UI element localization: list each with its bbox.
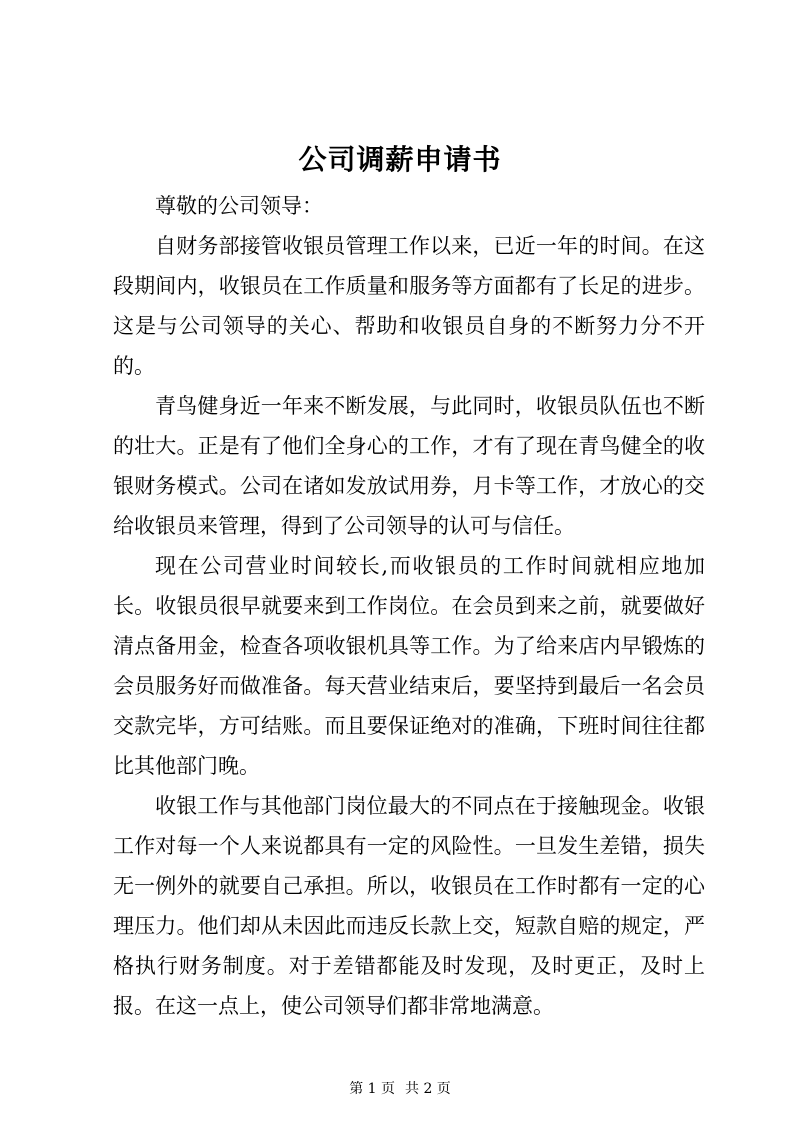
- paragraph-2: 青鸟健身近一年来不断发展，与此同时，收银员队伍也不断的壮大。正是有了他们全身心的工作，才有了现在青鸟健全的收银财务模式。公司在诸如发放试用券，月卡等工作，才放心的交给收银员来管理，得到了公司领导的认可与信任。: [113, 394, 705, 538]
- document-title: 公司调薪申请书: [298, 143, 502, 176]
- salutation: 尊敬的公司领导：: [155, 194, 323, 218]
- paragraph-1: 自财务部接管收银员管理工作以来，已近一年的时间。在这段期间内，收银员在工作质量和服务等方面都有了长足的进步。这是与公司领导的关心、帮助和收银员自身的不断努力分不开的。: [113, 234, 705, 378]
- page-number: 第 1 页: [349, 1081, 395, 1097]
- paragraph-3: 现在公司营业时间较长,而收银员的工作时间就相应地加长。收银员很早就要来到工作岗位。在会员到来之前，就要做好清点备用金，检查各项收银机具等工作。为了给来店内早锻炼的会员服务好而做准备。每天营业结束后，要坚持到最后一名会员交款完毕，方可结账。而且要保证绝对的准确，下班时间往往都比其他部门晚。: [113, 554, 705, 778]
- page-footer: [0, 1079, 800, 1099]
- document-body: [113, 186, 705, 1026]
- page-total: 共 2 页: [405, 1081, 451, 1097]
- paragraph-4: 收银工作与其他部门岗位最大的不同点在于接触现金。收银工作对每一个人来说都具有一定的风险性。一旦发生差错，损失无一例外的就要自己承担。所以，收银员在工作时都有一定的心理压力。他们却从未因此而违反长款上交，短款自赔的规定，严格执行财务制度。对于差错都能及时发现，及时更正，及时上报。在这一点上，使公司领导们都非常地满意。: [113, 794, 705, 1018]
